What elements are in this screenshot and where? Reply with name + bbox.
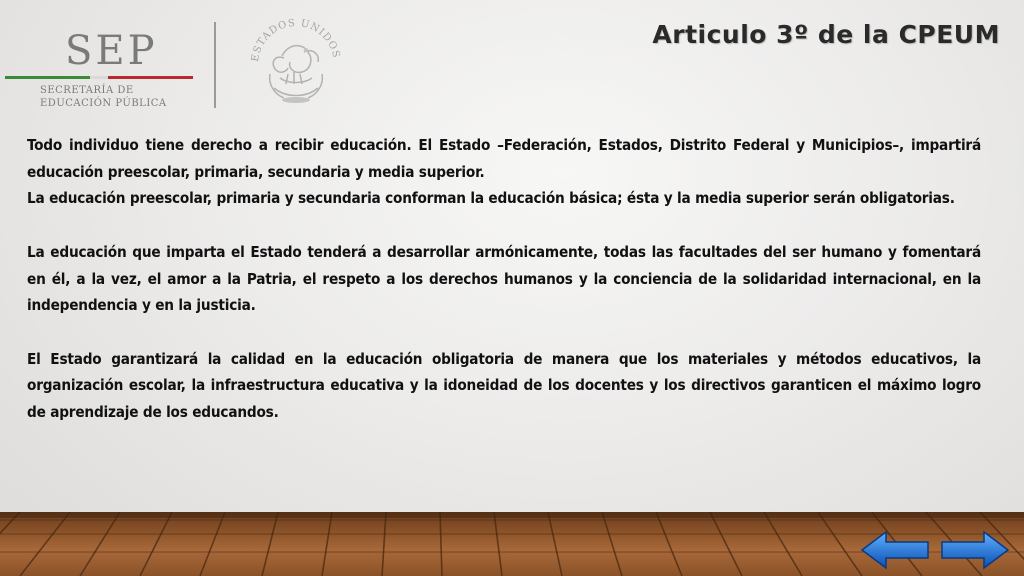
seal-text: ESTADOS UNIDOS <box>249 17 342 63</box>
sep-wordmark: SEP <box>65 28 158 74</box>
national-seal-icon <box>244 8 348 112</box>
previous-slide-button[interactable] <box>860 530 930 570</box>
next-slide-button[interactable] <box>940 530 1010 570</box>
article-text <box>27 132 981 426</box>
paragraph: La educación preescolar, primaria y secundaria conforman la educación básica; ésta y la media superior serán obligatorias. <box>27 189 955 208</box>
arrow-right-icon <box>940 530 1010 570</box>
svg-text:ESTADOS UNIDOS MEXICANOS <box>244 8 342 63</box>
flag-stripe <box>5 76 193 79</box>
arrow-left-icon <box>860 530 930 570</box>
logo-divider <box>214 22 216 108</box>
paragraph: El Estado garantizará la calidad en la educación obligatoria de manera que los materiales y métodos educativos, la organización escolar, la infraestructura educativa y la idoneidad de los docentes y los directivos garanticen el máximo logro de aprendizaje de los educandos. <box>27 349 981 421</box>
paragraph: La educación que imparta el Estado tenderá a desarrollar armónicamente, todas las facultades del ser humano y fomentará en él, a la vez, el amor a la Patria, el respeto a los derechos humanos y la conciencia de la solidaridad internacional, en la independencia y en la justicia. <box>27 242 981 315</box>
sep-logo <box>0 18 205 118</box>
slide-title: Articulo 3º de la CPEUM <box>652 20 1000 49</box>
sep-subtitle: SECRETARÍA DE EDUCACIÓN PÚBLICA <box>40 85 167 109</box>
paragraph: Todo individuo tiene derecho a recibir educación. El Estado –Federación, Estados, Distrito Federal y Municipios–, impartirá educación preescolar, primaria, secundaria y media superior. <box>27 136 981 181</box>
